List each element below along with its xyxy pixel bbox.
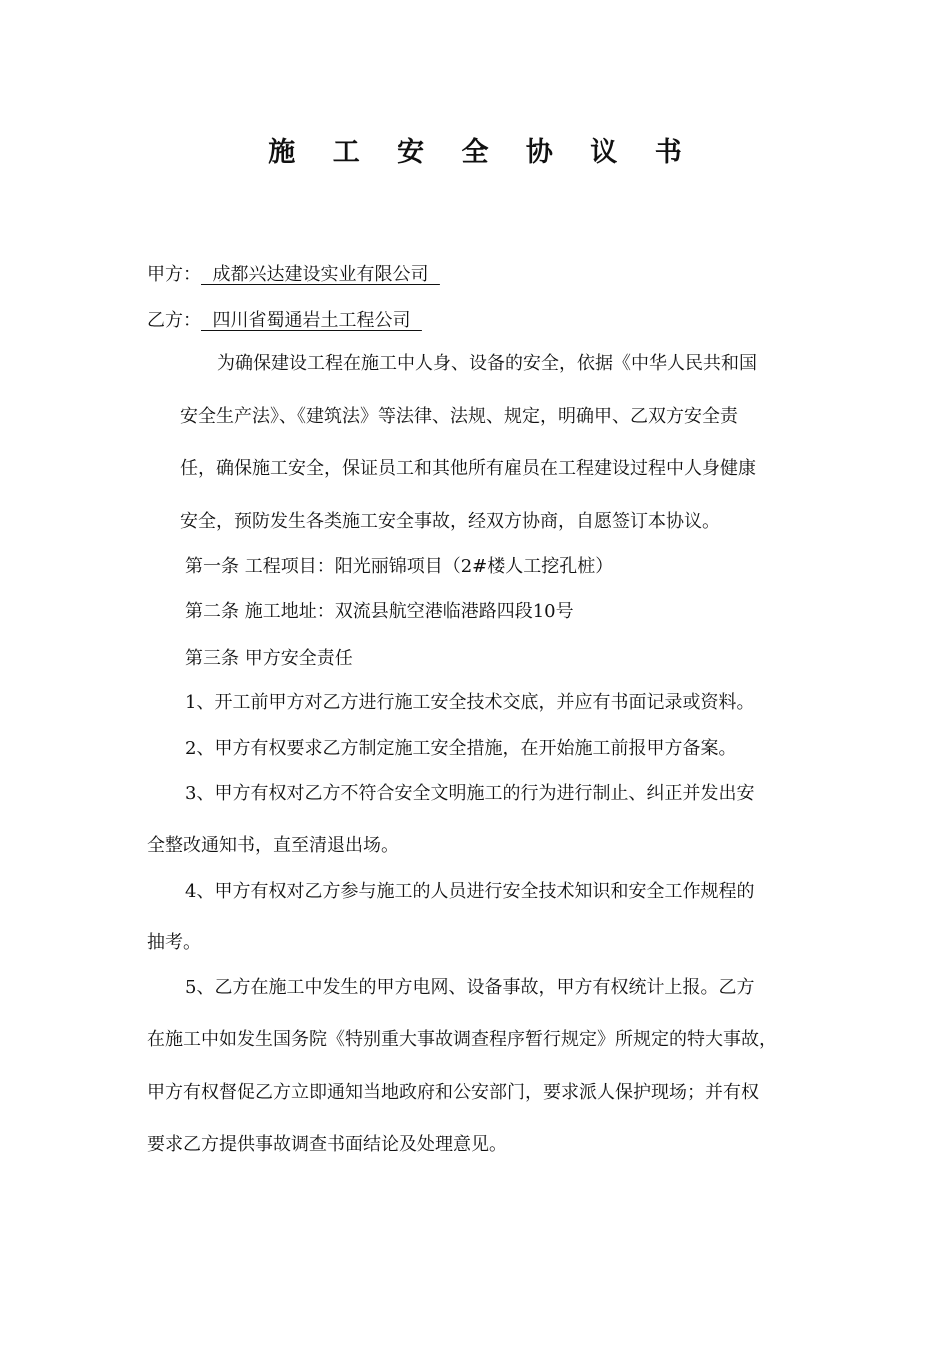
intro-line: 任，确保施工安全，保证员工和其他所有雇员在工程建设过程中人身健康 [180,458,756,479]
party-b-label: 乙方： [147,310,201,331]
intro-line: 为确保建设工程在施工中人身、设备的安全，依据《中华人民共和国 [217,353,757,374]
article-1: 第一条 工程项目：阳光丽锦项目（2#楼人工挖孔桩） [185,556,614,577]
article-3-heading: 第三条 甲方安全责任 [185,648,353,669]
item-line: 在施工中如发生国务院《特别重大事故调查程序暂行规定》所规定的特大事故， [147,1029,777,1050]
item-line: 抽考。 [147,932,201,953]
item-line: 1、开工前甲方对乙方进行施工安全技术交底，并应有书面记录或资料。 [185,692,755,713]
document-title: 施 工 安 全 协 议 书 [268,137,696,168]
party-b-line [147,309,422,333]
item-line: 甲方有权督促乙方立即通知当地政府和公安部门，要求派人保护现场；并有权 [147,1082,759,1103]
party-a-line [147,263,440,287]
item-line: 2、甲方有权要求乙方制定施工安全措施，在开始施工前报甲方备案。 [185,738,737,759]
party-a-label: 甲方： [147,264,201,285]
intro-line: 安全，预防发生各类施工安全事故，经双方协商，自愿签订本协议。 [180,511,720,532]
item-line: 4、甲方有权对乙方参与施工的人员进行安全技术知识和安全工作规程的 [185,881,755,902]
item-line: 全整改通知书，直至清退出场。 [147,835,399,856]
party-a-value: 成都兴达建设实业有限公司 [201,264,440,285]
party-b-value: 四川省蜀通岩土工程公司 [201,310,422,331]
item-line: 要求乙方提供事故调查书面结论及处理意见。 [147,1134,507,1155]
item-line: 3、甲方有权对乙方不符合安全文明施工的行为进行制止、纠正并发出安 [185,783,755,804]
item-line: 5、乙方在施工中发生的甲方电网、设备事故，甲方有权统计上报。乙方 [185,977,755,998]
article-2: 第二条 施工地址：双流县航空港临港路四段10号 [185,601,574,622]
intro-line: 安全生产法》、《建筑法》等法律、法规、规定，明确甲、乙双方安全责 [180,406,738,427]
